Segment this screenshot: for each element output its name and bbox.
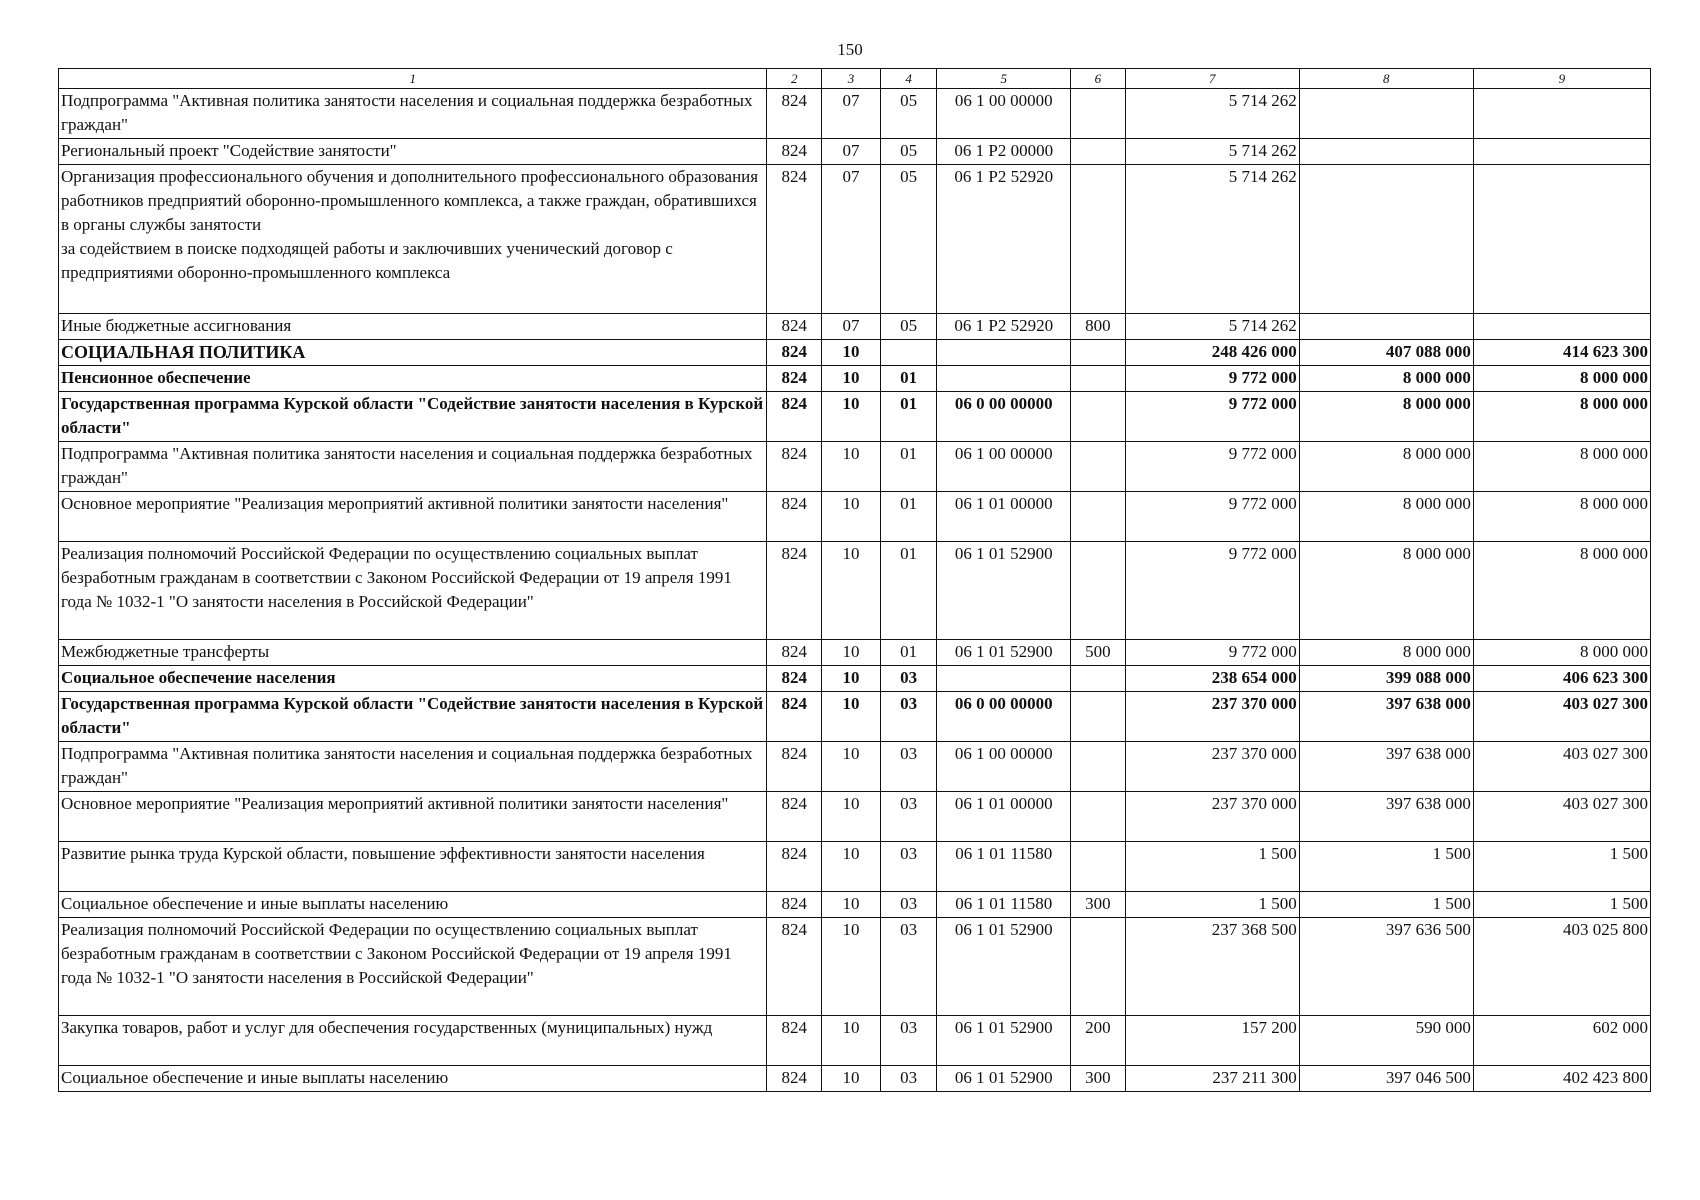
table-row bbox=[59, 492, 1651, 542]
amount-col7-cell: 5 714 262 bbox=[1125, 139, 1299, 165]
admin-code-cell: 824 bbox=[767, 918, 822, 1016]
row-name-cell: Подпрограмма "Активная политика занятости населения и социальная поддержка безработных граждан" bbox=[59, 89, 767, 139]
admin-code-cell: 824 bbox=[767, 842, 822, 892]
admin-code-cell: 824 bbox=[767, 1016, 822, 1066]
subsection-cell: 05 bbox=[880, 89, 937, 139]
amount-col7-cell: 5 714 262 bbox=[1125, 314, 1299, 340]
target-article-cell: 06 1 01 00000 bbox=[937, 792, 1071, 842]
amount-col7-cell: 237 370 000 bbox=[1125, 792, 1299, 842]
target-article-cell bbox=[937, 340, 1071, 366]
row-name-cell: СОЦИАЛЬНАЯ ПОЛИТИКА bbox=[59, 340, 767, 366]
subsection-cell: 01 bbox=[880, 442, 937, 492]
expense-type-cell: 800 bbox=[1071, 314, 1126, 340]
target-article-cell bbox=[937, 366, 1071, 392]
section-cell: 10 bbox=[822, 892, 881, 918]
section-cell: 10 bbox=[822, 666, 881, 692]
amount-col9-cell: 1 500 bbox=[1473, 892, 1650, 918]
expense-type-cell bbox=[1071, 666, 1126, 692]
amount-col7-cell: 237 370 000 bbox=[1125, 692, 1299, 742]
table-row bbox=[59, 340, 1651, 366]
admin-code-cell: 824 bbox=[767, 542, 822, 640]
target-article-cell: 06 1 01 52900 bbox=[937, 1066, 1071, 1092]
amount-col7-cell: 9 772 000 bbox=[1125, 392, 1299, 442]
amount-col8-cell: 8 000 000 bbox=[1299, 366, 1473, 392]
column-number: 3 bbox=[822, 69, 881, 89]
amount-col8-cell: 590 000 bbox=[1299, 1016, 1473, 1066]
amount-col7-cell: 9 772 000 bbox=[1125, 492, 1299, 542]
expense-type-cell bbox=[1071, 792, 1126, 842]
admin-code-cell: 824 bbox=[767, 742, 822, 792]
amount-col8-cell: 8 000 000 bbox=[1299, 492, 1473, 542]
admin-code-cell: 824 bbox=[767, 792, 822, 842]
row-name-cell: Региональный проект "Содействие занятости" bbox=[59, 139, 767, 165]
column-number: 1 bbox=[59, 69, 767, 89]
admin-code-cell: 824 bbox=[767, 165, 822, 314]
subsection-cell: 03 bbox=[880, 918, 937, 1016]
subsection-cell: 05 bbox=[880, 314, 937, 340]
amount-col8-cell: 399 088 000 bbox=[1299, 666, 1473, 692]
expense-type-cell bbox=[1071, 692, 1126, 742]
subsection-cell: 03 bbox=[880, 666, 937, 692]
amount-col9-cell: 8 000 000 bbox=[1473, 542, 1650, 640]
row-name-cell: Закупка товаров, работ и услуг для обеспечения государственных (муниципальных) нужд bbox=[59, 1016, 767, 1066]
amount-col7-cell: 238 654 000 bbox=[1125, 666, 1299, 692]
row-name-cell: Подпрограмма "Активная политика занятости населения и социальная поддержка безработных граждан" bbox=[59, 742, 767, 792]
amount-col7-cell: 5 714 262 bbox=[1125, 165, 1299, 314]
amount-col7-cell: 1 500 bbox=[1125, 842, 1299, 892]
subsection-cell: 05 bbox=[880, 165, 937, 314]
admin-code-cell: 824 bbox=[767, 692, 822, 742]
amount-col8-cell: 1 500 bbox=[1299, 892, 1473, 918]
amount-col9-cell: 1 500 bbox=[1473, 842, 1650, 892]
amount-col9-cell: 8 000 000 bbox=[1473, 366, 1650, 392]
expense-type-cell bbox=[1071, 842, 1126, 892]
amount-col8-cell: 8 000 000 bbox=[1299, 542, 1473, 640]
section-cell: 10 bbox=[822, 366, 881, 392]
target-article-cell: 06 1 01 52900 bbox=[937, 542, 1071, 640]
amount-col7-cell: 5 714 262 bbox=[1125, 89, 1299, 139]
amount-col8-cell: 397 638 000 bbox=[1299, 792, 1473, 842]
expense-type-cell: 300 bbox=[1071, 892, 1126, 918]
expense-type-cell: 500 bbox=[1071, 640, 1126, 666]
expense-type-cell bbox=[1071, 918, 1126, 1016]
expense-type-cell bbox=[1071, 89, 1126, 139]
column-number: 9 bbox=[1473, 69, 1650, 89]
table-row bbox=[59, 139, 1651, 165]
subsection-cell: 03 bbox=[880, 692, 937, 742]
column-number: 2 bbox=[767, 69, 822, 89]
amount-col7-cell: 9 772 000 bbox=[1125, 542, 1299, 640]
amount-col8-cell: 407 088 000 bbox=[1299, 340, 1473, 366]
column-number: 5 bbox=[937, 69, 1071, 89]
row-name-cell: Социальное обеспечение и иные выплаты населению bbox=[59, 892, 767, 918]
subsection-cell: 03 bbox=[880, 892, 937, 918]
row-name-cell: Организация профессионального обучения и дополнительного профессионального образования работников предприятий оборонно-промышленного комплекса, а также граждан, обратившихся в органы службы занятости за содействием в поиске подходящей работы и заключивших ученический договор с предприятиями оборонно-промышленного комплекса bbox=[59, 165, 767, 314]
amount-col8-cell bbox=[1299, 314, 1473, 340]
section-cell: 07 bbox=[822, 139, 881, 165]
amount-col9-cell bbox=[1473, 165, 1650, 314]
amount-col9-cell: 8 000 000 bbox=[1473, 640, 1650, 666]
row-name-cell: Реализация полномочий Российской Федерации по осуществлению социальных выплат безработным гражданам в соответствии с Законом Российской Федерации от 19 апреля 1991 года № 1032-1 "О занятости населения в Российской Федерации" bbox=[59, 542, 767, 640]
amount-col9-cell: 402 423 800 bbox=[1473, 1066, 1650, 1092]
amount-col9-cell: 403 027 300 bbox=[1473, 692, 1650, 742]
admin-code-cell: 824 bbox=[767, 366, 822, 392]
amount-col9-cell: 414 623 300 bbox=[1473, 340, 1650, 366]
expense-type-cell bbox=[1071, 442, 1126, 492]
column-number: 7 bbox=[1125, 69, 1299, 89]
subsection-cell: 01 bbox=[880, 640, 937, 666]
amount-col8-cell: 397 636 500 bbox=[1299, 918, 1473, 1016]
amount-col8-cell bbox=[1299, 89, 1473, 139]
table-row bbox=[59, 542, 1651, 640]
subsection-cell: 01 bbox=[880, 366, 937, 392]
page-number: 150 bbox=[837, 40, 863, 59]
subsection-cell: 01 bbox=[880, 392, 937, 442]
table-row bbox=[59, 666, 1651, 692]
expense-type-cell bbox=[1071, 392, 1126, 442]
amount-col7-cell: 237 370 000 bbox=[1125, 742, 1299, 792]
admin-code-cell: 824 bbox=[767, 666, 822, 692]
admin-code-cell: 824 bbox=[767, 640, 822, 666]
table-row bbox=[59, 918, 1651, 1016]
amount-col9-cell: 403 027 300 bbox=[1473, 742, 1650, 792]
row-name-cell: Основное мероприятие "Реализация мероприятий активной политики занятости населения" bbox=[59, 492, 767, 542]
column-number-row bbox=[59, 69, 1651, 89]
section-cell: 10 bbox=[822, 918, 881, 1016]
subsection-cell: 01 bbox=[880, 492, 937, 542]
section-cell: 10 bbox=[822, 742, 881, 792]
amount-col7-cell: 9 772 000 bbox=[1125, 366, 1299, 392]
section-cell: 10 bbox=[822, 1016, 881, 1066]
subsection-cell: 03 bbox=[880, 1066, 937, 1092]
table-row bbox=[59, 892, 1651, 918]
admin-code-cell: 824 bbox=[767, 1066, 822, 1092]
section-cell: 10 bbox=[822, 1066, 881, 1092]
target-article-cell: 06 1 01 52900 bbox=[937, 640, 1071, 666]
section-cell: 10 bbox=[822, 640, 881, 666]
section-cell: 10 bbox=[822, 792, 881, 842]
section-cell: 07 bbox=[822, 165, 881, 314]
column-number: 8 bbox=[1299, 69, 1473, 89]
amount-col7-cell: 9 772 000 bbox=[1125, 442, 1299, 492]
column-number: 4 bbox=[880, 69, 937, 89]
amount-col8-cell bbox=[1299, 165, 1473, 314]
amount-col7-cell: 9 772 000 bbox=[1125, 640, 1299, 666]
amount-col8-cell: 8 000 000 bbox=[1299, 640, 1473, 666]
amount-col8-cell: 8 000 000 bbox=[1299, 442, 1473, 492]
row-name-cell: Межбюджетные трансферты bbox=[59, 640, 767, 666]
row-name-cell: Государственная программа Курской области "Содействие занятости населения в Курской области" bbox=[59, 692, 767, 742]
subsection-cell bbox=[880, 340, 937, 366]
subsection-cell: 03 bbox=[880, 792, 937, 842]
expense-type-cell bbox=[1071, 165, 1126, 314]
section-cell: 07 bbox=[822, 314, 881, 340]
subsection-cell: 01 bbox=[880, 542, 937, 640]
amount-col8-cell: 1 500 bbox=[1299, 842, 1473, 892]
admin-code-cell: 824 bbox=[767, 392, 822, 442]
admin-code-cell: 824 bbox=[767, 314, 822, 340]
amount-col9-cell: 406 623 300 bbox=[1473, 666, 1650, 692]
target-article-cell: 06 1 01 00000 bbox=[937, 492, 1071, 542]
table-row bbox=[59, 1016, 1651, 1066]
target-article-cell bbox=[937, 666, 1071, 692]
row-name-cell: Подпрограмма "Активная политика занятости населения и социальная поддержка безработных граждан" bbox=[59, 442, 767, 492]
row-name-cell: Развитие рынка труда Курской области, повышение эффективности занятости населения bbox=[59, 842, 767, 892]
row-name-cell: Государственная программа Курской области "Содействие занятости населения в Курской области" bbox=[59, 392, 767, 442]
section-cell: 10 bbox=[822, 692, 881, 742]
row-name-cell: Реализация полномочий Российской Федерации по осуществлению социальных выплат безработным гражданам в соответствии с Законом Российской Федерации от 19 апреля 1991 года № 1032-1 "О занятости населения в Российской Федерации" bbox=[59, 918, 767, 1016]
amount-col9-cell bbox=[1473, 139, 1650, 165]
amount-col8-cell: 397 638 000 bbox=[1299, 692, 1473, 742]
expense-type-cell bbox=[1071, 542, 1126, 640]
amount-col8-cell: 8 000 000 bbox=[1299, 392, 1473, 442]
amount-col9-cell: 403 025 800 bbox=[1473, 918, 1650, 1016]
admin-code-cell: 824 bbox=[767, 139, 822, 165]
expense-type-cell bbox=[1071, 366, 1126, 392]
table-row bbox=[59, 842, 1651, 892]
row-name-cell: Иные бюджетные ассигнования bbox=[59, 314, 767, 340]
row-name-cell: Социальное обеспечение населения bbox=[59, 666, 767, 692]
target-article-cell: 06 0 00 00000 bbox=[937, 692, 1071, 742]
table-row bbox=[59, 89, 1651, 139]
amount-col7-cell: 248 426 000 bbox=[1125, 340, 1299, 366]
table-row bbox=[59, 165, 1651, 314]
row-name-cell: Основное мероприятие "Реализация мероприятий активной политики занятости населения" bbox=[59, 792, 767, 842]
expense-type-cell bbox=[1071, 742, 1126, 792]
admin-code-cell: 824 bbox=[767, 89, 822, 139]
admin-code-cell: 824 bbox=[767, 442, 822, 492]
subsection-cell: 03 bbox=[880, 842, 937, 892]
table-row bbox=[59, 640, 1651, 666]
amount-col8-cell: 397 638 000 bbox=[1299, 742, 1473, 792]
section-cell: 10 bbox=[822, 492, 881, 542]
table-row bbox=[59, 314, 1651, 340]
amount-col9-cell: 602 000 bbox=[1473, 1016, 1650, 1066]
table-row bbox=[59, 1066, 1651, 1092]
subsection-cell: 05 bbox=[880, 139, 937, 165]
amount-col9-cell: 403 027 300 bbox=[1473, 792, 1650, 842]
amount-col7-cell: 237 211 300 bbox=[1125, 1066, 1299, 1092]
table-row bbox=[59, 792, 1651, 842]
amount-col8-cell: 397 046 500 bbox=[1299, 1066, 1473, 1092]
section-cell: 10 bbox=[822, 392, 881, 442]
budget-table bbox=[58, 68, 1651, 1092]
amount-col7-cell: 157 200 bbox=[1125, 1016, 1299, 1066]
admin-code-cell: 824 bbox=[767, 892, 822, 918]
section-cell: 10 bbox=[822, 842, 881, 892]
section-cell: 07 bbox=[822, 89, 881, 139]
section-cell: 10 bbox=[822, 442, 881, 492]
target-article-cell: 06 1 00 00000 bbox=[937, 89, 1071, 139]
table-row bbox=[59, 742, 1651, 792]
subsection-cell: 03 bbox=[880, 742, 937, 792]
expense-type-cell bbox=[1071, 492, 1126, 542]
column-number: 6 bbox=[1071, 69, 1126, 89]
admin-code-cell: 824 bbox=[767, 340, 822, 366]
table-row bbox=[59, 392, 1651, 442]
amount-col9-cell: 8 000 000 bbox=[1473, 442, 1650, 492]
section-cell: 10 bbox=[822, 340, 881, 366]
table-row bbox=[59, 442, 1651, 492]
amount-col9-cell: 8 000 000 bbox=[1473, 392, 1650, 442]
expense-type-cell: 200 bbox=[1071, 1016, 1126, 1066]
expense-type-cell bbox=[1071, 139, 1126, 165]
section-cell: 10 bbox=[822, 542, 881, 640]
row-name-cell: Социальное обеспечение и иные выплаты населению bbox=[59, 1066, 767, 1092]
subsection-cell: 03 bbox=[880, 1016, 937, 1066]
expense-type-cell bbox=[1071, 340, 1126, 366]
amount-col9-cell bbox=[1473, 314, 1650, 340]
target-article-cell: 06 1 00 00000 bbox=[937, 442, 1071, 492]
target-article-cell: 06 1 01 11580 bbox=[937, 842, 1071, 892]
target-article-cell: 06 1 01 52900 bbox=[937, 918, 1071, 1016]
table-row bbox=[59, 692, 1651, 742]
expense-type-cell: 300 bbox=[1071, 1066, 1126, 1092]
table-row bbox=[59, 366, 1651, 392]
target-article-cell: 06 1 01 52900 bbox=[937, 1016, 1071, 1066]
target-article-cell: 06 0 00 00000 bbox=[937, 392, 1071, 442]
target-article-cell: 06 1 P2 52920 bbox=[937, 314, 1071, 340]
amount-col9-cell: 8 000 000 bbox=[1473, 492, 1650, 542]
target-article-cell: 06 1 00 00000 bbox=[937, 742, 1071, 792]
row-name-cell: Пенсионное обеспечение bbox=[59, 366, 767, 392]
admin-code-cell: 824 bbox=[767, 492, 822, 542]
target-article-cell: 06 1 01 11580 bbox=[937, 892, 1071, 918]
amount-col8-cell bbox=[1299, 139, 1473, 165]
amount-col7-cell: 237 368 500 bbox=[1125, 918, 1299, 1016]
amount-col7-cell: 1 500 bbox=[1125, 892, 1299, 918]
target-article-cell: 06 1 P2 00000 bbox=[937, 139, 1071, 165]
amount-col9-cell bbox=[1473, 89, 1650, 139]
target-article-cell: 06 1 P2 52920 bbox=[937, 165, 1071, 314]
